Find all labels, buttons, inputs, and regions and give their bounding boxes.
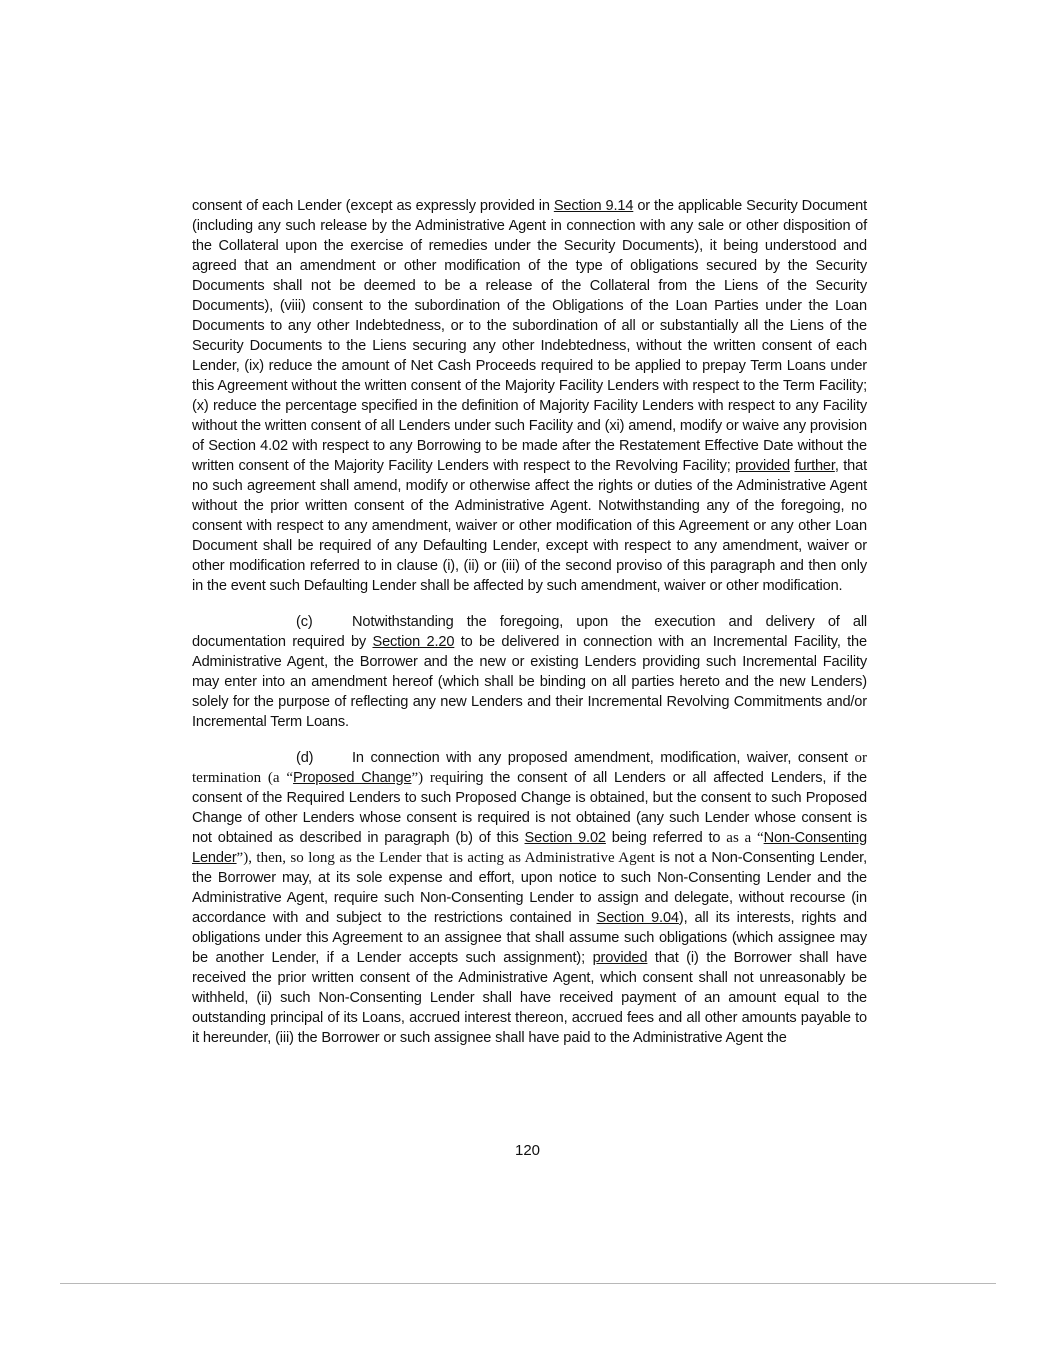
text-run-serif: as a “ [726,830,764,846]
text-run-serif: ”) requ [411,770,457,786]
text-run: ), all its interests, rights and obligations under this Agreement to an assignee that shall assume such obligations (which assignee may be another Lender, if a Lender accepts such assignment); [192,910,867,966]
text-run-serif: ”), then, so long as the Lender that is acting as Administrative Agent [236,850,655,866]
section-reference: Section 9.14 [553,198,634,214]
paragraph-continuation [192,196,867,596]
text-run: or the applicable Security Document (including any such release by the Administrative Agent in connection with any sale or other disposition of the Collateral upon the exercise of remedies under the Security Documents), it being understood and agreed that an amendment or other modification of the type of obligations secured by the Security Documents shall not be deemed to be a release of the Collateral from the Liens of the Security Documents), (viii) consent to the subordination of the Obligations of the Loan Parties under the Loan Documents to any other Indebtedness, or to the subordination of all or substantially all the Liens of the Security Documents to the Liens securing any other Indebtedness, without the written consent of each Lender, (ix) reduce the amount of Net Cash Proceeds required to be applied to prepay Term Loans under this Agreement without the written consent of the Majority Facility Lenders with respect to the Term Facility; (x) reduce the percentage specified in the definition of Majority Facility Lenders with respect to any Facility without the written consent of all Lenders under such Facility and (xi) amend, modify or waive any provision of Section 4.02 with respect to any Borrowing to be made after the Restatement Effective Date without the written consent of the Majority Facility Lenders with respect to the Revolving Facility; [192,198,867,474]
text-run-serif: or termination (a “ [192,750,867,786]
text-run: being referred to [605,830,727,846]
paragraph-label: (c) [296,614,313,630]
page-number: 120 [514,1142,541,1159]
text-run: iring the consent of all Lenders or all affected Lenders, if the consent of the Required Lenders to such Proposed Change is obtained, but the consent to such Proposed Change of other Lenders whose consent is required is not obtained (any such Lender whose consent is not obtained as described in paragraph (b) of this [192,770,868,846]
paragraph-d [192,748,867,1048]
section-reference: Section 2.20 [372,634,455,650]
underlined-term: provided [735,458,790,474]
defined-term: Proposed Change [293,770,412,786]
text-run: consent of each Lender (except as expressly provided in [192,198,554,214]
underlined-term: further [794,458,835,474]
text-run: , that no such agreement shall amend, modify or otherwise affect the rights or duties of the Administrative Agent without the prior written consent of the Administrative Agent. Notwithstanding any of the foregoing, no consent with respect to any amendment, waiver or other modification of this Agreement or any other Loan Document shall be required of any Defaulting Lender, except with respect to any amendment, waiver or other modification referred to in clause (i), (ii) or (iii) of the second proviso of this paragraph and then only in the event such Defaulting Lender shall be affected by such amendment, waiver or other modification. [192,458,867,594]
section-reference: Section 9.04 [596,910,679,926]
section-reference: Section 9.02 [524,830,606,846]
text-run: Notwithstanding the foregoing, upon the execution and delivery of all documentation required by [192,614,867,650]
text-run: In connection with any proposed amendment, modification, waiver, consent [352,750,855,766]
text-run: that (i) the Borrower shall have received the prior written consent of the Administrative Agent, which consent shall not unreasonably be withheld, (ii) such Non-Consenting Lender shall have received payment of an amount equal to the outstanding principal of its Loans, accrued interest thereon, accrued fees and all other amounts payable to it hereunder, (iii) the Borrower or such assignee shall have paid to the Administrative Agent the [192,950,867,1046]
underlined-term: provided [592,950,648,966]
paragraph-label: (d) [296,750,314,766]
text-run: to be delivered in connection with an Incremental Facility, the Administrative Agent, the Borrower and the new or existing Lenders providing such Incremental Facility may enter into an amendment hereof (which shall be binding on all parties hereto and the new Lenders) solely for the purpose of reflecting any new Lenders and their Incremental Revolving Commitments and/or Incremental Term Loans. [192,634,867,730]
page-divider [60,1283,996,1284]
defined-term: Non-Consenting Lender [192,830,867,866]
paragraph-c [192,612,867,732]
document-body [192,196,867,1064]
text-run: is not a Non-Consenting Lender, the Borrower may, at its sole expense and effort, upon notice to such Non-Consenting Lender and the Administrative Agent, require such Non-Consenting Lender to assign and delegate, without recourse (in accordance with and subject to the restrictions contained in [192,850,867,926]
